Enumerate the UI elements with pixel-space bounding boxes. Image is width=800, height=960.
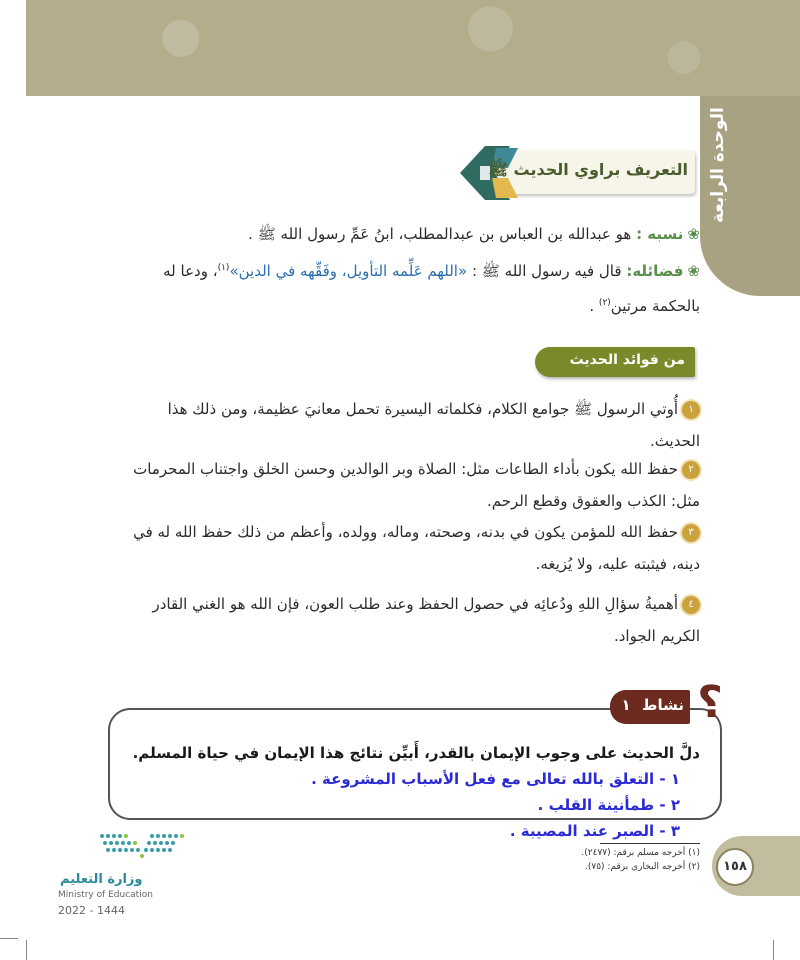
- footnote: (٢) أخرجه البخاري برقم: (٧٥).: [585, 862, 700, 872]
- footnote-ref: (٢): [598, 298, 611, 308]
- benefit-text: حفظ الله يكون بأداء الطاعات مثل: الصلاة وبر الوالدين وحسن الخلق واجتناب المحرمات مثل: الكذب والعقوق وقطع الرحم.: [133, 460, 700, 510]
- footnote: (١) أخرجه مسلم برقم: (٢٤٧٧).: [581, 848, 700, 858]
- benefit-text: أهميةُ سؤالِ اللهِ ودُعائِه في حصول الحفظ وعند طلب العون، فإن الله هو الغني القادر الكريم الجواد.: [152, 595, 700, 645]
- benefit-number-badge: ٢: [682, 461, 700, 479]
- virtues-label: فضائله:: [626, 262, 684, 280]
- footnote-divider: [600, 843, 700, 844]
- virtues-rest: ، ودعا له بالحكمة مرتين: [163, 262, 700, 315]
- benefit-number-badge: ٤: [682, 596, 700, 614]
- benefits-title: من فوائد الحديث: [569, 352, 685, 368]
- activity-prompt: دلَّ الحديث على وجوب الإيمان بالقدر، أَبيِّن نتائج هذا الإيمان في حياة المسلم.: [132, 744, 700, 762]
- activity-label: [614, 696, 684, 714]
- crop-mark: [773, 940, 774, 960]
- benefit-item: [120, 516, 700, 580]
- activity-number: ١: [621, 696, 631, 714]
- crop-mark: [26, 940, 27, 960]
- flower-bullet-icon: ❀: [687, 262, 700, 280]
- benefit-text: أُوتي الرسول ﷺ جوامع الكلام، فكلماته اليسيرة تحمل معانيَ عظيمة، ومن ذلك هذا الحديث.: [167, 400, 700, 450]
- page-number: ١٥٨: [716, 848, 754, 886]
- footnote-ref: (١): [217, 263, 230, 273]
- lineage-label: نسبه :: [636, 225, 684, 243]
- virtues-quote: «اللهم عَلِّمه التأويل، وفَقِّهه في الدين»: [229, 262, 468, 280]
- flower-bullet-icon: ❀: [687, 225, 700, 243]
- virtues-end: .: [589, 297, 599, 315]
- question-mark-icon: ؟: [697, 677, 723, 728]
- benefit-number-badge: ٣: [682, 524, 700, 542]
- ministry-year: 2022 - 1444: [58, 904, 125, 917]
- activity-answer: ٣ - الصبر عند المصيبة .: [509, 822, 680, 840]
- crop-mark: [0, 938, 18, 939]
- benefit-item: [120, 453, 700, 517]
- activity-answer: ٢ - طمأنينة القلب .: [537, 796, 680, 814]
- lineage-paragraph: [120, 218, 700, 250]
- activity-answer: ١ - التعلق بالله تعالى مع فعل الأسباب المشروعة .: [311, 770, 680, 788]
- benefit-item: [120, 393, 700, 457]
- ministry-logo-icon: [92, 830, 192, 860]
- virtues-intro: قال فيه رسول الله ﷺ :: [471, 262, 622, 280]
- ministry-name-en: Ministry of Education: [58, 890, 153, 900]
- ministry-name-ar: وزارة التعليم: [60, 872, 143, 887]
- virtues-paragraph: [120, 252, 700, 322]
- activity-label-text: نشاط: [641, 696, 684, 714]
- section-heading: التعريف براوي الحديث ﷺ: [488, 160, 688, 179]
- header-band: [26, 0, 800, 96]
- unit-label: الوحدة الرابعة: [708, 107, 728, 223]
- benefit-number-badge: ١: [682, 401, 700, 419]
- benefit-text: حفظ الله للمؤمن يكون في بدنه، وصحته، وماله، وولده، وأعظم من ذلك حفظ الله له في دينه، فيثبته عليه، ولا يُزيغه.: [133, 523, 700, 573]
- benefit-item: [120, 588, 700, 652]
- lineage-text: هو عبدالله بن العباس بن عبدالمطلب، ابنُ عَمِّ رسول الله ﷺ .: [248, 225, 632, 243]
